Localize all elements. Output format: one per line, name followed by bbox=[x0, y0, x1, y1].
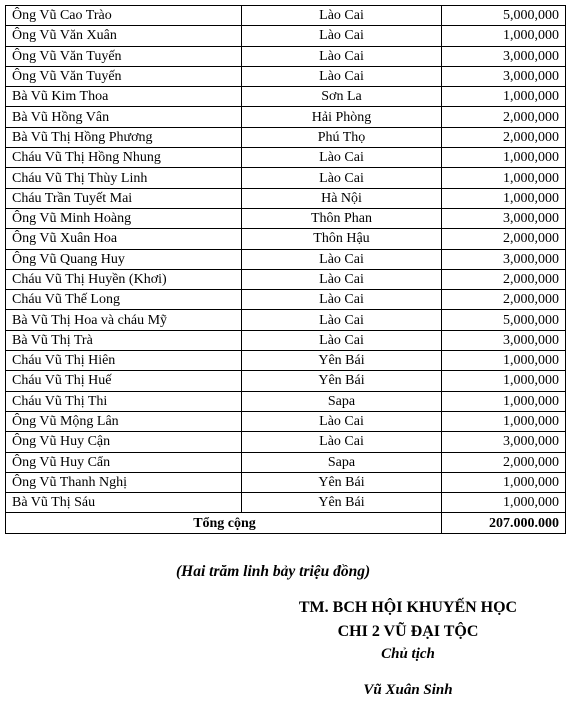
donor-name: Ông Vũ Văn Tuyến bbox=[6, 46, 242, 66]
table-row bbox=[6, 493, 566, 513]
donor-place: Phú Thọ bbox=[242, 127, 442, 147]
donor-amount: 1,000,000 bbox=[442, 148, 566, 168]
donor-place: Sapa bbox=[242, 452, 442, 472]
donor-place: Lào Cai bbox=[242, 310, 442, 330]
donor-table bbox=[5, 5, 566, 534]
donor-name: Ông Vũ Văn Tuyến bbox=[6, 66, 242, 86]
donor-place: Lào Cai bbox=[242, 432, 442, 452]
donor-name: Ông Vũ Thanh Nghị bbox=[6, 472, 242, 492]
donor-rows bbox=[6, 6, 566, 513]
table-row bbox=[6, 411, 566, 431]
donor-name: Ông Vũ Văn Xuân bbox=[6, 26, 242, 46]
donor-amount: 1,000,000 bbox=[442, 188, 566, 208]
table-row bbox=[6, 148, 566, 168]
donor-place: Sơn La bbox=[242, 87, 442, 107]
donor-name: Ông Vũ Mộng Lân bbox=[6, 411, 242, 431]
donor-name: Ông Vũ Quang Huy bbox=[6, 249, 242, 269]
donor-name: Cháu Vũ Thị Huế bbox=[6, 371, 242, 391]
donor-place: Yên Bái bbox=[242, 351, 442, 371]
table-row bbox=[6, 26, 566, 46]
donor-amount: 3,000,000 bbox=[442, 208, 566, 228]
signer-title: Chủ tịch bbox=[381, 646, 435, 662]
table-row bbox=[6, 66, 566, 86]
donor-amount: 1,000,000 bbox=[442, 351, 566, 371]
table-row bbox=[6, 229, 566, 249]
donor-amount: 1,000,000 bbox=[442, 168, 566, 188]
total-amount: 207.000.000 bbox=[442, 513, 566, 533]
donor-amount: 2,000,000 bbox=[442, 269, 566, 289]
table-row bbox=[6, 188, 566, 208]
table-row bbox=[6, 168, 566, 188]
donor-place: Lào Cai bbox=[242, 249, 442, 269]
table-row bbox=[6, 6, 566, 26]
donor-place: Hà Nội bbox=[242, 188, 442, 208]
table-row bbox=[6, 208, 566, 228]
signature-block bbox=[270, 596, 546, 700]
donor-name: Cháu Vũ Thị Thi bbox=[6, 391, 242, 411]
donor-amount: 2,000,000 bbox=[442, 107, 566, 127]
donor-name: Bà Vũ Hồng Vân bbox=[6, 107, 242, 127]
donor-place: Lào Cai bbox=[242, 46, 442, 66]
donor-place: Yên Bái bbox=[242, 371, 442, 391]
amount-in-words: (Hai trăm linh bảy triệu đồng) bbox=[176, 563, 371, 580]
table-row bbox=[6, 472, 566, 492]
donor-name: Ông Vũ Minh Hoàng bbox=[6, 208, 242, 228]
donor-amount: 1,000,000 bbox=[442, 411, 566, 431]
table-row bbox=[6, 46, 566, 66]
donor-name: Cháu Vũ Thị Huyền (Khơi) bbox=[6, 269, 242, 289]
donor-place: Yên Bái bbox=[242, 472, 442, 492]
donor-place: Lào Cai bbox=[242, 411, 442, 431]
donor-amount: 3,000,000 bbox=[442, 330, 566, 350]
table-row bbox=[6, 391, 566, 411]
donor-amount: 3,000,000 bbox=[442, 66, 566, 86]
donor-amount: 3,000,000 bbox=[442, 249, 566, 269]
donor-amount: 1,000,000 bbox=[442, 391, 566, 411]
donor-place: Sapa bbox=[242, 391, 442, 411]
total-row bbox=[6, 513, 566, 533]
table-row bbox=[6, 87, 566, 107]
donor-place: Lào Cai bbox=[242, 148, 442, 168]
donor-name: Cháu Vũ Thị Hồng Nhung bbox=[6, 148, 242, 168]
table-row bbox=[6, 452, 566, 472]
total-section bbox=[6, 513, 566, 533]
donor-name: Bà Vũ Thị Sáu bbox=[6, 493, 242, 513]
table-row bbox=[6, 269, 566, 289]
donor-place: Thôn Hậu bbox=[242, 229, 442, 249]
table-row bbox=[6, 127, 566, 147]
donor-name: Cháu Vũ Thị Thùy Linh bbox=[6, 168, 242, 188]
donor-amount: 1,000,000 bbox=[442, 87, 566, 107]
donor-name: Ông Vũ Huy Cận bbox=[6, 432, 242, 452]
donor-amount: 5,000,000 bbox=[442, 310, 566, 330]
total-label: Tổng cộng bbox=[6, 513, 442, 533]
donor-amount: 3,000,000 bbox=[442, 432, 566, 452]
donor-name: Bà Vũ Kim Thoa bbox=[6, 87, 242, 107]
donor-amount: 2,000,000 bbox=[442, 127, 566, 147]
donor-place: Hải Phòng bbox=[242, 107, 442, 127]
table-row bbox=[6, 310, 566, 330]
organization-line-1: TM. BCH HỘI KHUYẾN HỌC bbox=[298, 599, 518, 616]
table-row bbox=[6, 249, 566, 269]
donor-amount: 1,000,000 bbox=[442, 371, 566, 391]
donor-place: Lào Cai bbox=[242, 290, 442, 310]
donor-place: Lào Cai bbox=[242, 26, 442, 46]
donor-place: Lào Cai bbox=[242, 168, 442, 188]
donor-amount: 3,000,000 bbox=[442, 46, 566, 66]
donor-amount: 1,000,000 bbox=[442, 493, 566, 513]
table-row bbox=[6, 107, 566, 127]
signer-name: Vũ Xuân Sinh bbox=[363, 682, 453, 698]
donor-amount: 5,000,000 bbox=[442, 6, 566, 26]
donor-name: Ông Vũ Cao Trào bbox=[6, 6, 242, 26]
donor-name: Cháu Trần Tuyết Mai bbox=[6, 188, 242, 208]
donor-place: Lào Cai bbox=[242, 6, 442, 26]
table-row bbox=[6, 432, 566, 452]
donor-name: Cháu Vũ Thị Hiên bbox=[6, 351, 242, 371]
donor-name: Cháu Vũ Thế Long bbox=[6, 290, 242, 310]
donor-amount: 2,000,000 bbox=[442, 290, 566, 310]
donor-place: Lào Cai bbox=[242, 66, 442, 86]
donor-name: Bà Vũ Thị Trà bbox=[6, 330, 242, 350]
donor-name: Ông Vũ Xuân Hoa bbox=[6, 229, 242, 249]
donor-place: Yên Bái bbox=[242, 493, 442, 513]
donor-place: Thôn Phan bbox=[242, 208, 442, 228]
donor-place: Lào Cai bbox=[242, 330, 442, 350]
table-row bbox=[6, 290, 566, 310]
table-row bbox=[6, 351, 566, 371]
donor-name: Ông Vũ Huy Cẩn bbox=[6, 452, 242, 472]
organization-line-2: CHI 2 VŨ ĐẠI TỘC bbox=[337, 623, 479, 640]
donor-name: Bà Vũ Thị Hồng Phương bbox=[6, 127, 242, 147]
table-row bbox=[6, 330, 566, 350]
donor-name: Bà Vũ Thị Hoa và cháu Mỹ bbox=[6, 310, 242, 330]
donor-place: Lào Cai bbox=[242, 269, 442, 289]
donor-amount: 1,000,000 bbox=[442, 26, 566, 46]
donor-amount: 2,000,000 bbox=[442, 229, 566, 249]
donor-amount: 1,000,000 bbox=[442, 472, 566, 492]
table-row bbox=[6, 371, 566, 391]
donor-amount: 2,000,000 bbox=[442, 452, 566, 472]
